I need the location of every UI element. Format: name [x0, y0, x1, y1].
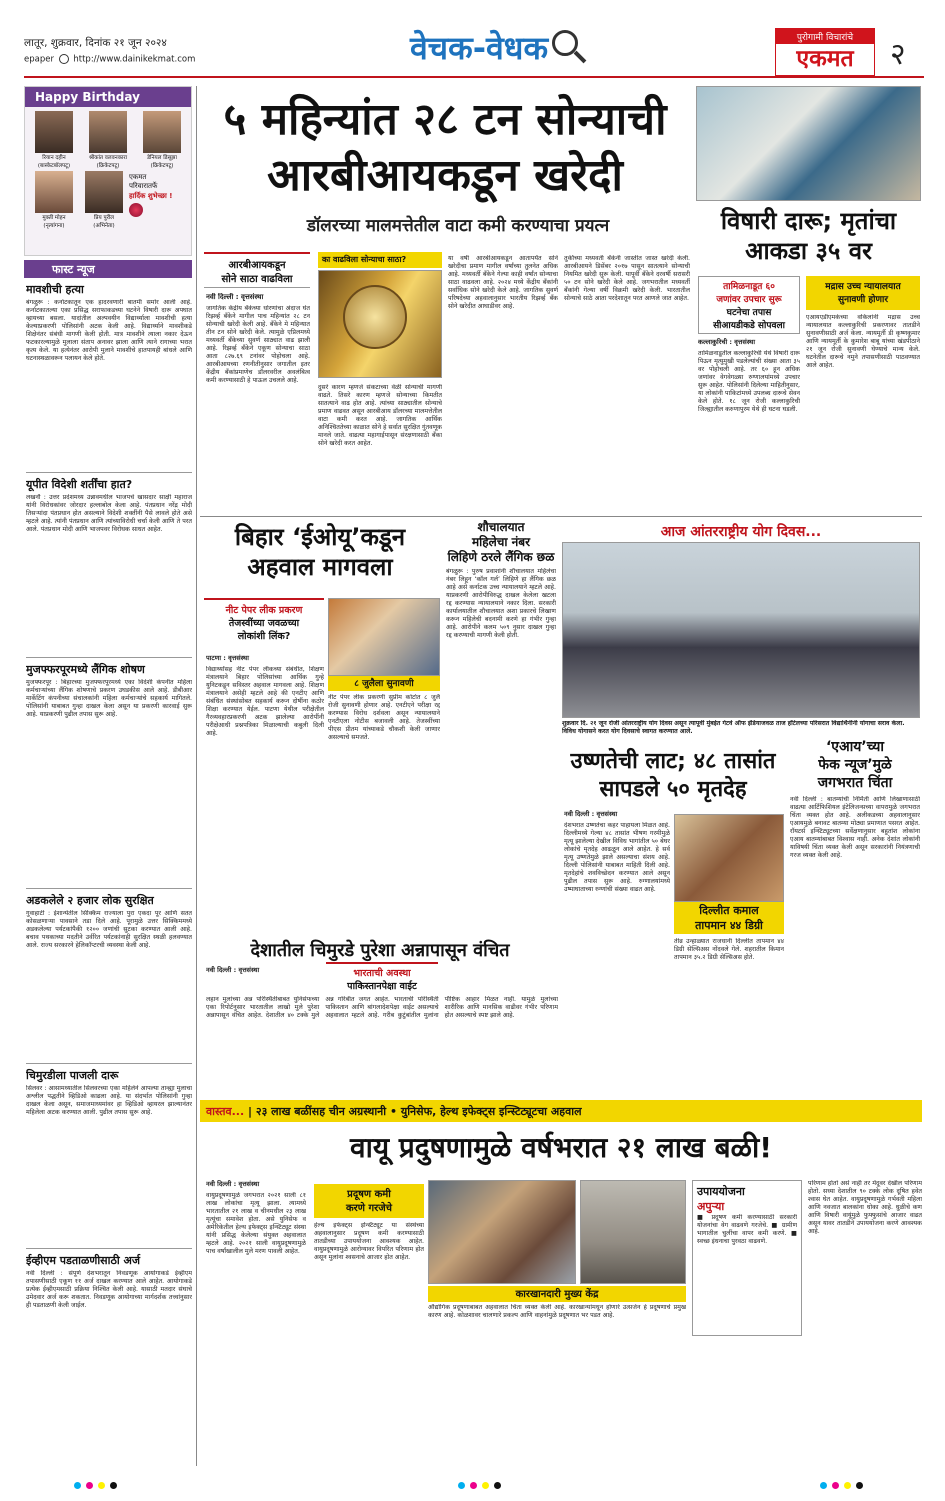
section-rule	[200, 516, 922, 517]
heat-headline-line-1: उष्णतेची लाट; ४८ तासांत	[570, 749, 776, 774]
pollution-body: वायुप्रदूषणामुळे जगभरात २०२१ साली ८१ लाख लोकांचा मृत्यू झाला. त्यामध्ये भारतातील २१ लाख व चीनमधील २३ लाख मृत्यूंचा समावेश होता. असे युनिसेफ व अमेरिकेतील हेल्थ इफेक्ट्स इन्स्टिट्यूट संस्था यांनी प्रसिद्ध केलेल्या संयुक्त अहवालात म्हटले आहे. २०२१ साली वायुप्रदूषणामुळे पाच वर्षांखालील मुले मरण पावली आहेत.	[206, 1192, 306, 1256]
measures-title-2: अपुऱ्या	[697, 1200, 725, 1213]
reg-mark-yellow	[98, 1482, 105, 1489]
fast-news-list	[26, 282, 192, 1462]
temp-box-line-1: दिल्लीत कमाल	[699, 904, 759, 917]
birthday-row2	[25, 169, 191, 229]
birthday-wish	[129, 171, 187, 229]
malnutrition-box-line-2: पाकिस्तानपेक्षा वाईट	[347, 981, 417, 992]
malnutrition-headline: देशातील चिमुरडे पुरेशा अन्नापासून वंचित	[250, 940, 510, 961]
fake-news-headline	[790, 738, 920, 792]
page-number: २	[890, 37, 906, 72]
factory-banner: कारखानदारी मुख्य केंद्र	[428, 1286, 686, 1302]
birthday-person	[137, 111, 187, 169]
wish-line-3: हार्दिक शुभेच्छा !	[129, 191, 173, 200]
hospital-photo	[696, 86, 921, 201]
lead-subbox-line-2: सोने साठा वाढविला	[221, 274, 293, 285]
lead-col-4: तुर्कीच्या मध्यवर्ती बँकेनी जास्तीत जास्त खरेदी केली. आरबीआयने डिसेंबर २०१७ पासून सातत्याने सोन्याची नियमित खरेदी सुरू केली. यापूर्वी बँकेने दरवर्षी सरासरी ५० टन सोने खरेदी केले आहे. जगभरातील मध्यवर्ती बँकांनी गेल्या वर्षी विक्रमी खरेदी केली. भारतातील सोन्याचे साठे आता परदेशातून परत आणले जात आहेत.	[564, 255, 690, 303]
hooch-box-line-2: जणांवर उपचार सुरू	[716, 295, 782, 305]
malnutrition-box-line-1: भारताची अवस्था	[353, 968, 411, 979]
lead-subbox-line-1: आरबीआयकडून	[228, 260, 286, 271]
lead-headline-line-2: आरबीआयकडून खरेदी	[267, 150, 623, 201]
person-role: (नृत्यांगना)	[43, 223, 65, 229]
hooch-headline-line-2: आकडा ३५ वर	[745, 237, 872, 265]
lead-subhead: डॉलरच्या मालमत्तेतील वाटा कमी करण्याचा प्रयत्न	[306, 216, 610, 236]
brand-block	[775, 28, 875, 76]
bihar-headline	[200, 522, 440, 582]
masthead-rule	[24, 76, 924, 78]
protest-photo	[328, 598, 440, 676]
masthead	[0, 0, 945, 80]
lead-subbox	[204, 252, 310, 288]
lead-headline	[200, 92, 690, 204]
heat-body: देशभरात उष्णतेचा कहर पाहायला मिळत आहे. दिल्लीमध्ये गेल्या ४८ तासांत भीषण गरमीमुळे मृत्यू झालेल्या देखील विविध भागांतील ५० बेघर लोकांचे मृतदेह आढळून आले आहेत. हे सर्व मृत्यू उष्णतेमुळे झाले असल्याचा संशय आहे. दिल्ली पोलिसांनी याबाबत माहिती दिली आहे. मृतदेहांचे शवविच्छेदन करण्यात आले असून पुढील तपास सुरू आहे. रुग्णालयांमध्ये उष्माघाताच्या रुग्णांची संख्या वाढत आहे.	[564, 822, 670, 894]
lead-col-2: दुसरे कारण म्हणजे संकटाच्या वेळी सोन्याची मागणी वाढते. तिसरे कारण म्हणजे सोन्याच्या किमतीत सातत्याने वाढ होत आहे. त्यांच्या साठ्यातील सोन्याचे प्रमाण वाढवत असून आरबीआय डॉलरच्या मालमत्तेतील वाटा कमी करत आहे. जागतिक आर्थिक अनिश्चिततेच्या काळात सोने हे सर्वात सुरक्षित गुंतवणूक मानले जाते. वाढत्या महागाईपासून संरक्षणासाठी बँका सोने खरेदी करत आहेत.	[318, 384, 442, 448]
measures-box	[692, 1180, 802, 1336]
magnifier-handle	[574, 51, 587, 64]
birthday-box	[24, 86, 192, 256]
measures-title-1: उपाययोजना	[697, 1185, 745, 1198]
hearing-banner: ८ जुलैला सुनावणी	[328, 676, 440, 691]
temp-box-line-2: तापमान ४४ डिग्री	[695, 919, 763, 932]
measures-list: ■ प्रदूषण कमी करण्यासाठी सरकारी योजनांचा वेग वाढवणे गरजेचे. ■ ग्रामीण भागातील चुलींचा वापर कमी करणे. ■ स्वच्छ इंधनाचा पुरवठा वाढवणे.	[697, 1214, 797, 1246]
news-item-head: यूपीत विदेशी शर्तींचा हात?	[26, 478, 133, 491]
person-name: मुक्ती मोहन	[42, 215, 66, 221]
news-item	[26, 893, 192, 1064]
hooch-box	[698, 276, 800, 334]
toilet-headline	[444, 520, 558, 565]
news-item-head: मुजफ्फरपूरमध्ये लैंगिक शोषण	[26, 663, 145, 676]
news-item-body: बंगळुरू : कर्नाटकातून एक हादरवणारी बातमी समोर आली आहे. कर्नाटकातल्या एका प्रसिद्ध सराफाकडच्या घटनेने विषारी दारू अपघात व्हायच्या बसला. यादांतील अल्पवयीन विद्यार्थ्याला मावशीची हत्या केल्याप्रकरणी पोलिसांनी अटक केली आहे. विद्यार्थ्याने मावशीकडे शिक्षेनंतर संबंधी मागणी केली होती. मात्र मावशीने त्याला नकार देऊन फटकारल्यामुळे मुलाला संताप अनावर झाला आणि त्याने रागाच्या भरात कृत्य केले. या हत्येनंतर आरोपी मुलाने मावशीचे हातपायही बांधले आणि घटनास्थळावरून पलायन केले होते.	[26, 299, 192, 363]
person-role: (अभिनेता)	[93, 223, 115, 229]
lead-col-3: या वर्षी आरबीआयकडून आतापर्यंत सोने खरेदीचा प्रमाण मागील वर्षांच्या तुलनेत अधिक आहे. मध्यवर्ती बँकेने गेल्या काही वर्षांत सोन्याचा साठा वाढवला आहे. २०२४ मध्ये केंद्रीय बँकांनी सर्वाधिक सोने खरेदी केले आहे. जागतिक सुवर्ण परिषदेच्या अहवालानुसार भारतीय रिझर्व्ह बँक सोने खरेदीत आघाडीवर आहे.	[448, 255, 558, 311]
avatar	[143, 111, 181, 153]
news-item	[26, 662, 192, 889]
toilet-headline-line-3: लिहिणे ठरले लैंगिक छळ	[447, 550, 555, 564]
heat-headline-line-2: सापडले ५० मृतदेह	[599, 777, 747, 802]
brand-logo: एकमत	[796, 46, 854, 72]
pollution-box	[314, 1184, 424, 1218]
hooch-dateline: कल्लाकुरिची : वृत्तसंस्था	[698, 338, 756, 346]
website-url[interactable]: http://www.dainikekmat.com	[73, 54, 196, 65]
smog-photo	[580, 1180, 686, 1284]
yoga-banner: आज आंतरराष्ट्रीय योग दिवस...	[660, 524, 822, 540]
section-title-left: वेचक-	[410, 29, 486, 67]
pollution-body-main: हेल्थ इफेक्ट्स इन्स्टिट्यूट या संस्थेच्या अहवालानुसार प्रदूषण कमी करण्यासाठी तातडीच्या उपाययोजना आवश्यक आहेत. वायुप्रदूषणामुळे आरोग्यावर विपरित परिणाम होत असून मुलांना श्वसनाचे आजार होत आहेत.	[314, 1222, 424, 1262]
court-box-line-2: सुनावणी होणार	[837, 295, 888, 305]
reg-mark-yellow	[482, 1482, 489, 1489]
malnutrition-dateline: नवी दिल्ली : वृत्तसंस्था	[206, 966, 260, 974]
birthday-person	[83, 111, 133, 169]
dateline: लातूर, शुक्रवार, दिनांक २१ जून २०२४	[24, 37, 167, 49]
epaper-line	[24, 54, 195, 65]
fake-news-headline-line-2: फेक न्यूज’मुळे	[818, 757, 892, 773]
heat-dateline: नवी दिल्ली : वृत्तसंस्था	[564, 810, 618, 818]
news-item-head: ईव्हीएम पडताळणीसाठी अर्ज	[26, 1254, 141, 1267]
globe-icon	[59, 54, 69, 64]
news-item-body: गुवाहाटी : ईशान्येतील सिक्किम राज्याला पुरा एकदा पूर आणि सतत कोसळणाऱ्या पावसाने तडा दिले आहे. पूरामुळे उत्तर सिक्किममध्ये अडकलेल्या पर्यटकांपैकी १२०० जणांची सुटका करण्यात आली आहे. बचाव पथकाच्या मदतीने उर्वरित पर्यटकांनाही सुरक्षित स्थळी हलवण्यात आले. राज्य सरकारने हेलिकॉप्टरची व्यवस्था केली आहे.	[26, 910, 192, 950]
avatar	[89, 111, 127, 153]
hooch-body: तामिळनाडूतील कल्लाकुरिची येथे विषारी दारू पिऊन मृत्युमुखी पडलेल्यांची संख्या आता ३५ वर पोहोचली आहे. तर ६० हून अधिक जणांवर वेगवेगळ्या रुग्णालयांमध्ये उपचार सुरू आहेत. पोलिसांनी दिलेल्या माहितीनुसार, या लोकांनी पाकिटांमध्ये उपलब्ध दारूचे सेवन केले होते. १८ जून रोजी कल्लाकुरिची जिल्ह्यातील करुणापुरम येथे ही घटना घडली.	[698, 350, 800, 414]
reg-mark-cyan	[74, 1482, 81, 1489]
column-divider	[196, 86, 197, 1466]
bihar-headline-line-1: बिहार ‘ईओयू’कडून	[234, 523, 406, 551]
hearing-body: नीट पेपर लीक प्रकरणी सुप्रीम कोर्टात ८ जुलै रोजी सुनावणी होणार आहे. एनटीएने परीक्षा रद्द करण्यास विरोध दर्शवला असून न्यायालयाने एनटीएला नोटीस बजावली आहे. तेजस्वींच्या पीएस प्रीतम यांच्याकडे चौकशी केली जाणार असल्याचे समजते.	[328, 694, 440, 742]
heat-side: तीव्र उन्हाळ्यात राजधानी दिल्लीत तापमान ४४ डिग्री सेल्सिअस नोंदवले गेले. शहरातील किमान तापमान ३५.२ डिग्री सेल्सिअस होते.	[674, 938, 784, 962]
person-name: डेनियल डिसूझा	[147, 155, 177, 161]
pollution-strip	[200, 1100, 922, 1122]
news-item-body: नवी दिल्ली : संपूर्ण देशभरातून निवडणूक आयोगाकडे ईव्हीएम तपासणीसाठी एकूण ११ अर्ज दाखल करण्यात आले आहेत. आयोगाकडे प्रत्येक ईव्हीएमसाठी प्रक्रिया निश्चित केली आहे. यासाठी मतदार संघाचे उमेदवार अर्ज करू शकतात. निवडणूक आयोगाच्या मार्गदर्शक तत्त्वांनुसार ही पडताळणी केली जाईल.	[26, 1270, 192, 1310]
yoga-photo	[562, 542, 920, 718]
news-item-head: अडकलेले २ हजार लोक सुरक्षित	[26, 894, 154, 907]
court-box	[806, 276, 920, 310]
reg-mark-yellow	[844, 1482, 851, 1489]
person-role: (क्रिकेटपटू)	[96, 163, 120, 169]
reg-mark-cyan	[820, 1482, 827, 1489]
pollution-right-body: परिणाम होतो असे नाही तर मेंदूवर देखील परिणाम होतो. सध्या देशातील ९० टक्के लोक दूषित हवेत श्वास घेत आहेत. वायुप्रदूषणामुळे गर्भवती महिला आणि नवजात बालकांना धोका आहे. धुळीचे कण आणि विषारी वायूंमुळे फुफ्फुसांचे आजार वाढत असून यावर तातडीने उपाययोजना करणे आवश्यक आहे.	[808, 1180, 922, 1236]
brand-tagline: पुरोगामी विचारांचे	[776, 29, 874, 44]
factory-body: औद्योगिक प्रदूषणाबाबत अहवालात चिंता व्यक्त केली आहे. कारखान्यांमधून होणारे उत्सर्जन हे प्रदूषणाचे प्रमुख कारण आहे. कोळशावर चालणारे प्रकल्प आणि वाहनांमुळे प्रदूषणात भर पडत आहे.	[428, 1304, 686, 1320]
registration-marks	[0, 1478, 945, 1492]
malnutrition-box	[326, 962, 438, 996]
rbi-gold-photo	[318, 270, 442, 378]
news-item-body: मुजफ्फरपूर : बिहारच्या मुजफ्फरपूरमध्ये एका विदेशी कंपनीत महिला कर्मचाऱ्यांच्या लैंगिक शोषणाचे प्रकरण उघडकीस आले आहे. डीबीआर मार्केटिंग कंपनीच्या संचालकांनी महिला कर्मचाऱ्यांचे सहकार्य मागितले. पोलिसांनी याबाबत गुन्हा दाखल केला असून या प्रकरणी कारवाई सुरू आहे. याप्रकरणी पुढील तपास सुरू आहे.	[26, 679, 192, 719]
strip-label: वास्तव...	[206, 1105, 245, 1118]
pollution-box-line-2: करणे गरजेचे	[346, 1203, 392, 1214]
reg-mark-black	[494, 1482, 501, 1489]
epaper-label: epaper	[24, 54, 54, 65]
fake-news-body: नवी दिल्ली : बातम्यांची निर्मिती आणि लिखाणासाठी वाढत्या आर्टिफिशियल इंटेलिजन्सच्या वापरामुळे जगभरात चिंता व्यक्त होत आहे. अलीकडच्या अहवालानुसार एआयमुळे बनावट बातम्या मोठ्या प्रमाणात पसरत आहेत. रॉयटर्स इन्स्टिट्यूटच्या सर्वेक्षणानुसार बहुतांश लोकांना एआय बातम्यांबाबत विश्वास नाही. अनेक देशांत लोकांनी याविषयी चिंता व्यक्त केली असून सरकारांनी नियंत्रणाची गरज व्यक्त केली आहे.	[790, 796, 920, 860]
avatar	[35, 111, 73, 153]
person-role: (क्रिकेटपटू)	[150, 163, 174, 169]
birthday-title: Happy Birthday	[25, 87, 191, 107]
crowd-photo	[428, 1180, 576, 1284]
fast-news-title: फास्ट न्यूज	[52, 263, 95, 276]
yoga-caption: शुक्रवार दि. २१ जून रोजी आंतरराष्ट्रीय योग दिवस असून त्यापूर्वी मुंबईत गेटवे ऑफ इंडियाजवळ ताज हॉटेलच्या परिसरात विद्यार्थिनींनी योगाचा सराव केला. विविध योगासने करत योग दिवसाचे स्वागत करण्यात आले.	[562, 720, 905, 735]
malnutrition-body: लहान मुलांच्या अन्न परिस्थितीबाबत युनिसेफच्या एका रिपोर्टनुसार भारतातील लाखो मुले पुरेशा अन्नापासून वंचित आहेत. देशातील ४० टक्के मुले अन्न गरिबीत जगत आहेत. भारताची परिस्थिती पाकिस्तान आणि बांगलादेशपेक्षा वाईट असल्याचे अहवालात म्हटले आहे. गरीब कुटुंबांतील मुलांना पौष्टिक आहार मिळत नाही. यामुळे मुलांच्या शारीरिक आणि मानसिक वाढीवर गंभीर परिणाम होत असल्याचे स्पष्ट झाले आहे.	[206, 996, 558, 1020]
hooch-box-line-4: सीआयडीकडे सोपवला	[713, 321, 785, 331]
avatar	[85, 171, 123, 213]
avatar	[35, 171, 73, 213]
temp-box	[674, 902, 784, 934]
hooch-box-line-1: तामिळनाडूत ६०	[723, 282, 775, 292]
heat-headline	[562, 748, 784, 804]
bihar-headline-line-2: अहवाल मागवला	[247, 553, 393, 581]
strip-text: | २३ लाख बळींसह चीन अग्रस्थानी • युनिसेफ, हेल्थ इफेक्ट्स इन्स्टिट्यूटचा अहवाल	[248, 1105, 582, 1118]
reg-mark-black	[110, 1482, 117, 1489]
toilet-headline-line-2: महिलेचा नंबर	[471, 535, 531, 549]
section-title-right: वेधक	[485, 29, 549, 67]
flower-icon	[129, 203, 143, 217]
reg-mark-magenta	[832, 1482, 839, 1489]
news-item-head: चिमुरडीला पाजली दारू	[26, 1069, 119, 1082]
reg-mark-cyan	[458, 1482, 465, 1489]
reg-mark-black	[856, 1482, 863, 1489]
news-item-body: लखनौ : उत्तर प्रदेशमध्य उन्नावमधील भाजपचे खासदार साक्षी महाराज यांनी विरोधकांवर जोरदार हल्लाबोल केला आहे. पंतप्रधान नरेंद्र मोदी तिसऱ्यांदा पंतप्रधान होत असल्याने विदेशी शक्तींनी पैसे लावले होते असे म्हटले आहे. त्यांनी पंतप्रधान आणि त्यांच्याविरोधी चर्चा केली आणि ते परत आले. पंतप्रधान मोदी आणि भाजपवर विरोधक साधत आहेत.	[26, 494, 192, 534]
toilet-body: बंगळुरू : पुरुष प्रवाशांनी शौचालयात महिलेचा नंबर लिहून ‘कॉल गर्ल’ लिहिणे हा लैंगिक छळ आहे असे कर्नाटक उच्च न्यायालयाने म्हटले आहे. याप्रकरणी आरोपीविरुद्ध दाखल केलेला खटला रद्द करण्यास न्यायालयाने नकार दिला. सरकारी कार्यालयातील शौचालयात अशा प्रकारचे लिखाण करून महिलेची बदनामी करणे हा गंभीर गुन्हा आहे. आरोपीने कलम ५०९ नुसार दाखल गुन्हा रद्द करण्याची मागणी केली होती.	[446, 568, 556, 640]
news-item-body: सिलवर : आसामध्यातील सिलवरच्या एका महिलेने आपल्या तान्ह्या मुलाचा अश्लील पद्धतीने व्हिडिओ काढला आहे. या संदर्भात पोलिसांनी गुन्हा दाखल केला असून, समाजमाध्यमांवर हा व्हिडिओ व्हायरल झाल्यानंतर महिलेला अटक करण्यात आली. पुढील तपास सुरू आहे.	[26, 1085, 192, 1117]
pollution-headline: वायू प्रदुषणामुळे वर्षभरात २१ लाख बळी!	[350, 1131, 772, 1164]
fake-news-headline-line-1: ‘एआय’च्या	[825, 739, 885, 755]
court-box-line-1: मद्रास उच्च न्यायालयात	[825, 282, 901, 292]
news-item	[26, 1253, 192, 1453]
reg-mark-magenta	[86, 1482, 93, 1489]
rbi-emblem-icon	[343, 285, 407, 349]
bihar-body: विद्यार्थ्यांसह नीट पेपर लीकच्या संबंधीत, शिक्षण मंत्रालयाने बिहार पोलिसांच्या आर्थिक गुन्हे युनिटकडून सविस्तर अहवाल मागवला आहे. शिक्षण मंत्रालयाने असेही म्हटले आहे की एनटीए आणि संबंधित संस्थांसोबत सहकार्य करून दोषींना कठोर शिक्षा करण्यात येईल. पाटणा येथील परीक्षेतील गैरव्यवहारप्रकरणी अटक झालेल्या आरोपींनी परीक्षेआधी प्रश्नपत्रिका मिळाल्याची कबुली दिली आहे.	[206, 666, 324, 738]
bihar-box	[204, 598, 324, 648]
news-item	[26, 282, 192, 473]
birthday-person	[29, 171, 79, 229]
court-body: एआयएडीएमकेच्या वकिलांनी मद्रास उच्च न्यायालयात कल्लाकुरिची प्रकरणावर तातडीने सुनावणीसाठी अर्ज केला. न्यायमूर्ती डी कृष्णकुमार आणि न्यायमूर्ती के कुमारेश बाबू यांच्या खंडपीठाने २१ जून रोजी सुनावणी घेण्याचे मान्य केले. घटनेतील दारूचे नमुने तपासणीसाठी पाठवण्यात आले आहेत.	[806, 314, 920, 370]
news-item-head: मावशीची हत्या	[26, 283, 84, 296]
wish-line-1: एकमत	[129, 173, 147, 181]
lead-dateline: नवी दिल्ली : वृत्तसंस्था	[206, 293, 264, 301]
hooch-box-line-3: घटनेचा तपास	[726, 308, 772, 318]
lead-headline-line-1: ५ महिन्यांत २८ टन सोन्याची	[223, 94, 667, 145]
fake-news-headline-line-3: जगभरात चिंता	[817, 775, 893, 791]
lead-question-banner: का वाढविला सोन्याचा साठा?	[318, 252, 442, 268]
reg-mark-magenta	[470, 1482, 477, 1489]
bihar-box-line-2: तेजस्वींच्या जवळच्या	[228, 618, 300, 629]
birthday-person	[29, 111, 79, 169]
pollution-box-line-1: प्रदूषण कमी	[347, 1189, 391, 1200]
bihar-box-line-1: नीट पेपर लीक प्रकरण	[225, 605, 303, 616]
lead-col-1: जागतिक केंद्रीय बँकेच्या धोरणांचा अंदाज घेत रिझर्व्ह बँकेने मागील पाच महिन्यांत २८ टन सोन्याची खरेदी केली आहे. बँकेने मे महिन्यात तीन टन सोने खरेदी केले. त्यामुळे एप्रिलमध्ये मध्यवर्ती बँकेच्या सुवर्ण साठ्यात वाढ झाली आहे. रिझर्व्ह बँकेने एकूण सोन्याचा साठा आता ८२७.६९ टनांवर पोहोचला आहे. आरबीआयच्या रणनीतीनुसार जगातील इतर केंद्रीय बँकांप्रमाणेच डॉलरवरील अवलंबित्व कमी करण्यासाठी हे पाऊल उचलले आहे.	[206, 305, 310, 385]
section-title	[410, 26, 548, 69]
bihar-dateline: पाटणा : वृत्तसंस्था	[206, 654, 249, 662]
news-item	[26, 477, 192, 658]
news-item	[26, 1068, 192, 1249]
birthday-grid	[25, 107, 191, 169]
fast-news-header	[24, 260, 192, 278]
person-name: रियान दहीन	[42, 155, 66, 161]
hooch-headline-line-1: विषारी दारू; मृतांचा	[720, 207, 897, 235]
pollution-dateline: नवी दिल्ली : वृत्तसंस्था	[206, 1180, 260, 1188]
person-name: प्रिय पुरील	[93, 215, 115, 221]
bihar-box-line-3: लोकांशी लिंक?	[237, 631, 291, 642]
heat-photo	[674, 814, 784, 902]
toilet-headline-line-1: शौचालयात	[477, 520, 525, 534]
hooch-headline	[696, 206, 921, 266]
person-role: (बास्केटबॉलपटू)	[37, 163, 71, 169]
person-name: श्रीकांत वलवनकारा	[88, 155, 128, 161]
birthday-person	[79, 171, 129, 229]
wish-line-2: परिवारातर्फे	[129, 182, 158, 191]
